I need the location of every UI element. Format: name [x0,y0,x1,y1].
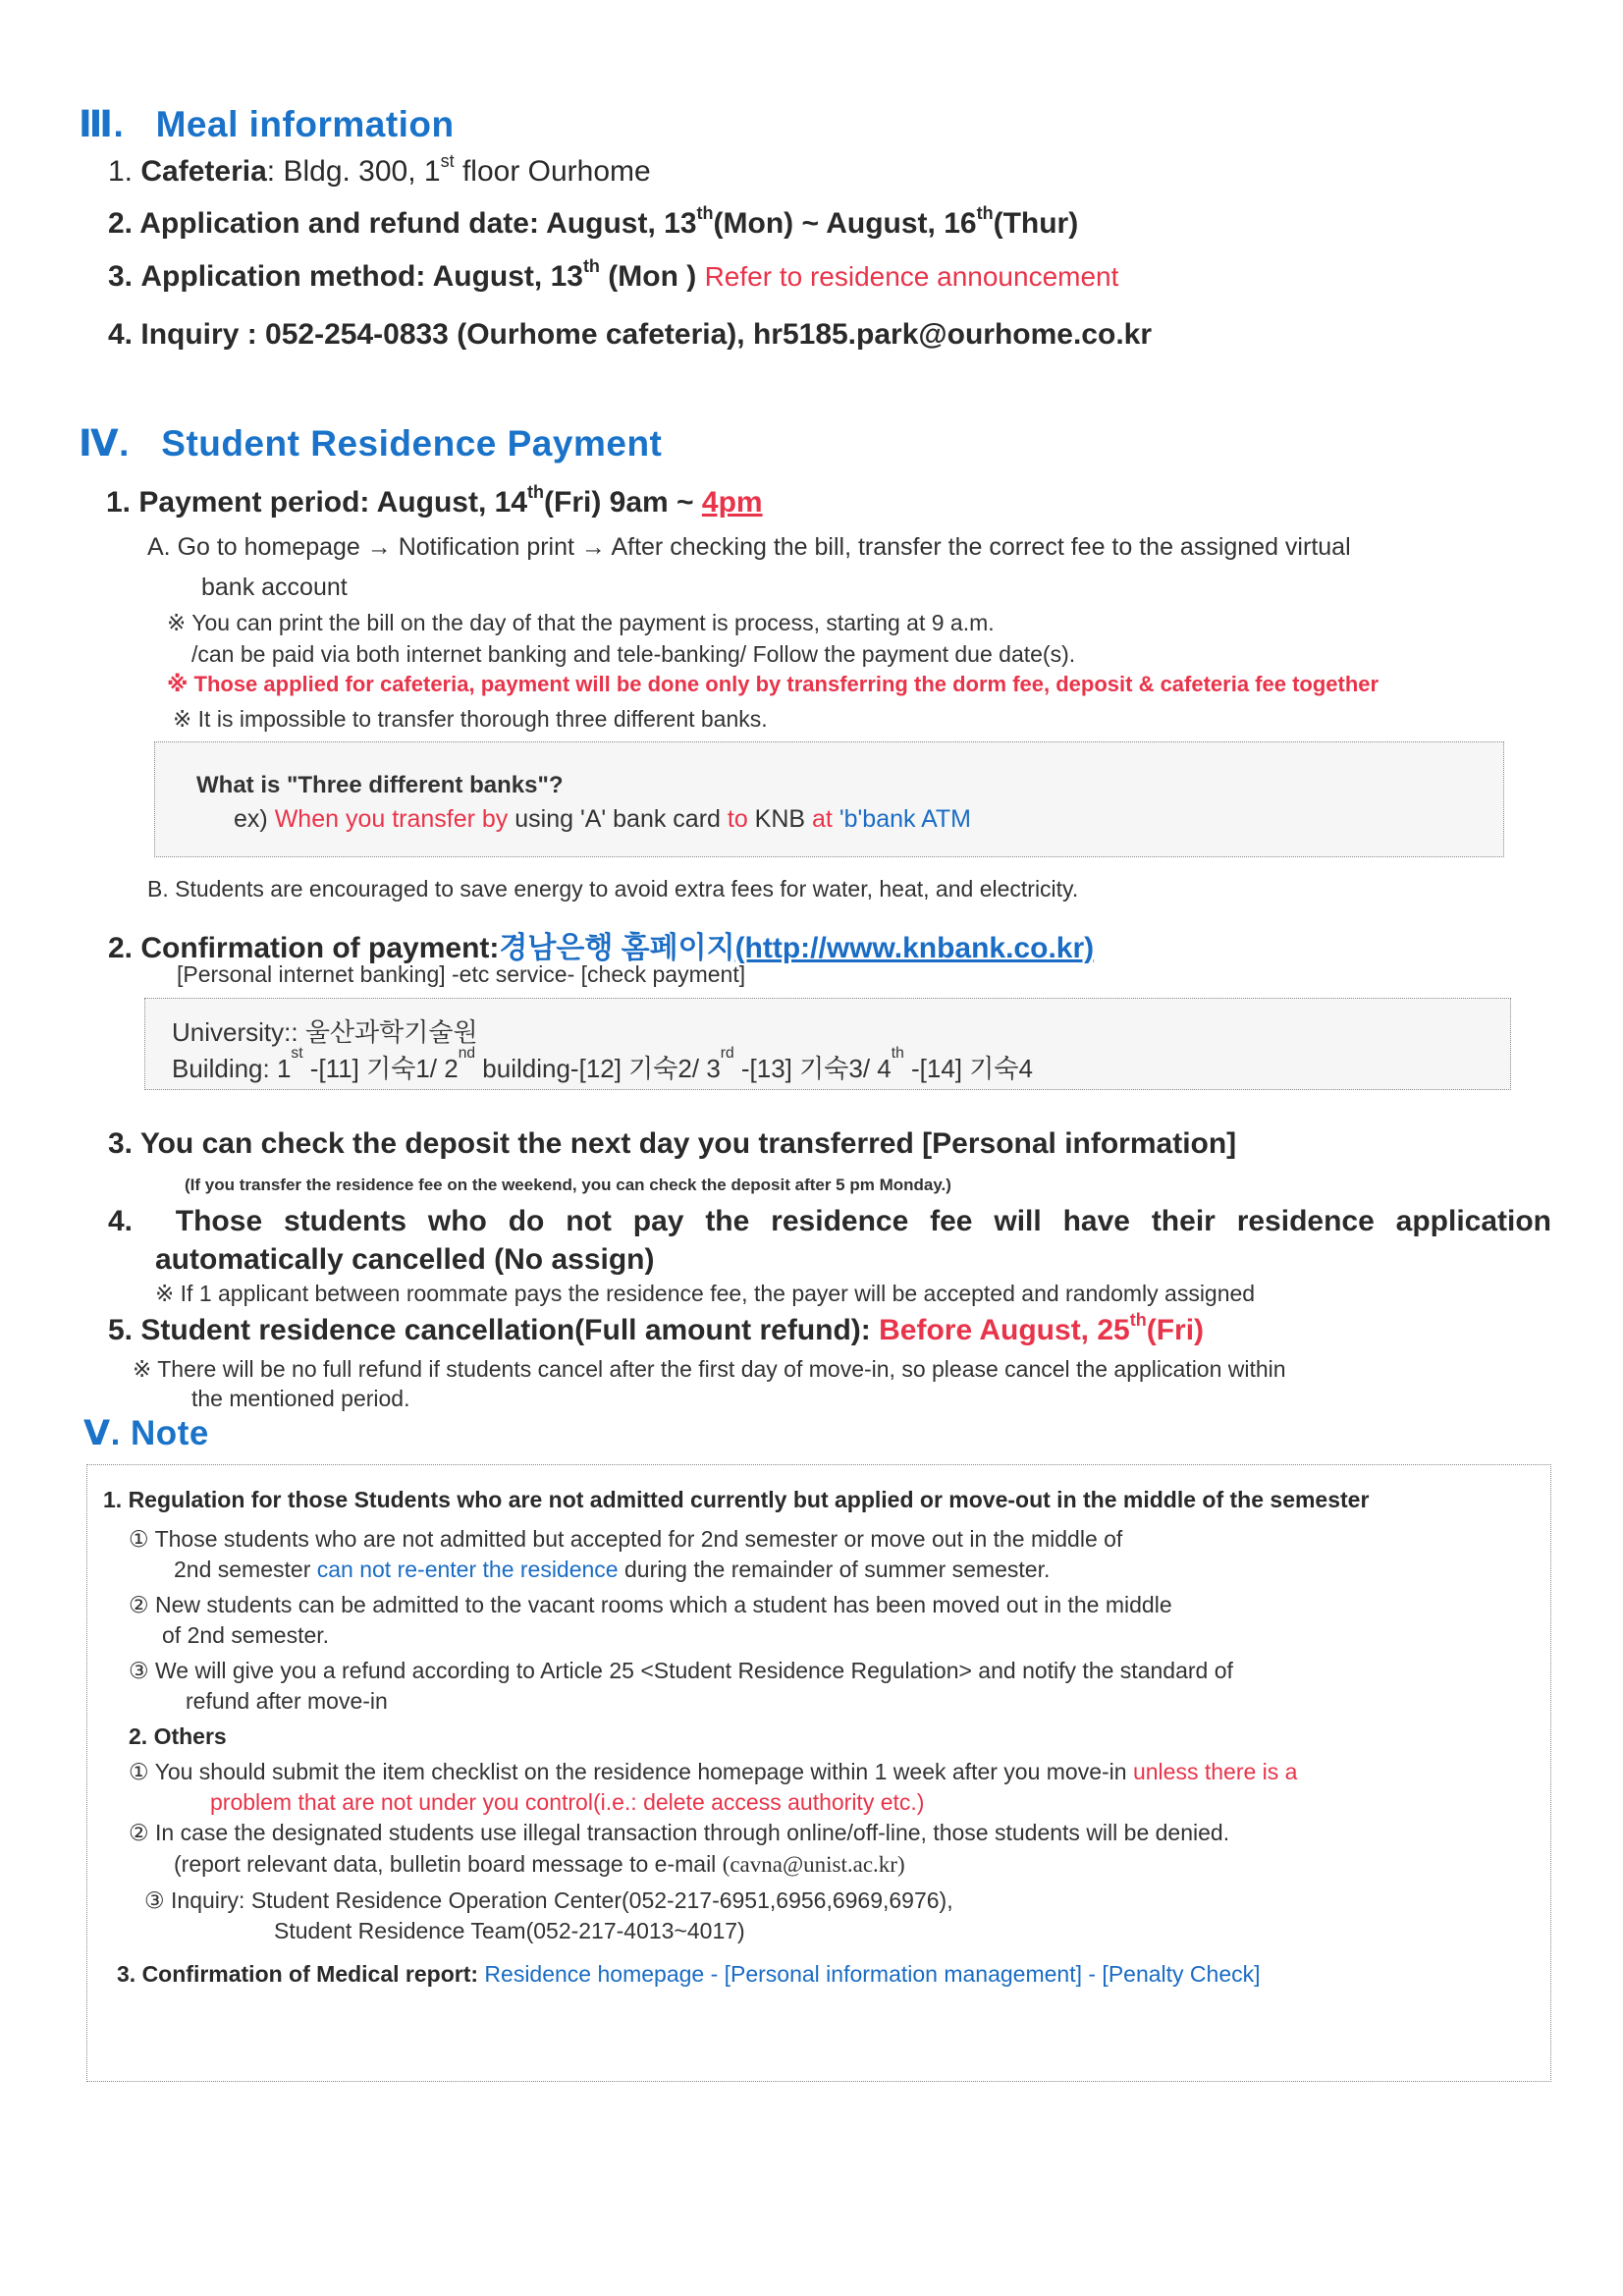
item-text: (Thur) [993,207,1079,240]
others-item-1-line1 [129,1759,1297,1785]
section-4-heading [79,422,662,465]
item-text: (Mon) ~ August, 16 [713,207,977,240]
regulation-item-2-line2: of 2nd semester. [162,1622,330,1648]
item-number: 2. [108,932,134,964]
example-text: 'b'bank ATM [832,805,971,833]
item-value: floor Ourhome [454,155,651,188]
superscript: th [1129,1310,1147,1330]
note-three-banks: ※ It is impossible to transfer thorough three different banks. [173,706,768,732]
section-3-title: Meal information [155,104,455,144]
superscript: st [440,151,455,171]
others-text: (report relevant data, bulletin board message to e-mail [174,1851,723,1877]
example-text: KNB [747,805,813,833]
example-text: When you transfer by [274,805,509,833]
item-number: 1. [108,155,134,188]
regulation-item-1-line1: ① Those students who are not admitted but accepted for 2nd semester or move out in the middle of [129,1526,1123,1552]
others-heading: 2. Others [129,1723,227,1749]
item-label: Those students who do not pay the residence fee will have their residence application [175,1205,1551,1237]
superscript: rd [720,1045,734,1062]
medical-report-path: Residence homepage - [Personal information management] - [Penalty Check] [484,1961,1261,1987]
superscript: th [582,256,600,276]
others-highlight: unless there is a [1132,1759,1298,1784]
note-payment-methods: /can be paid via both internet banking and tele-banking/ Follow the payment due date(s). [191,641,1076,667]
roommate-payment-note: ※ If 1 applicant between roommate pays the residence fee, the payer will be accepted and randomly assigned [155,1281,1256,1306]
university-value: 울산과학기술원 [304,1017,478,1047]
refund-deadline: Before August, 25 [879,1314,1130,1346]
item-label: Inquiry : 052-254-0833 (Ourhome cafeteria), hr5185.park@ourhome.co.kr [140,318,1153,351]
others-item-3-line1: ③ Inquiry: Student Residence Operation Center(052-217-6951,6956,6969,6976), [144,1887,953,1913]
meal-item-inquiry [108,318,1152,352]
no-full-refund-note-line2: the mentioned period. [191,1386,410,1411]
meal-item-cafeteria [108,151,651,189]
others-item-2-line2 [174,1851,905,1878]
no-full-refund-note-line1: ※ There will be no full refund if students cancel after the first day of move-in, so please cancel the application within [133,1356,1286,1382]
example-prefix: ex) [234,805,275,833]
example-text: using 'A' bank card [508,805,728,833]
item-number: 1. [106,486,132,519]
regulation-highlight: can not re-enter the residence [316,1557,619,1582]
section-5-title: Ⅴ. Note [83,1414,209,1452]
note-cafeteria-payment: ※ Those applied for cafeteria, payment will be done only by transferring the dorm fee, deposit & cafeteria fee together [167,672,1380,696]
regulation-item-3-line1: ③ We will give you a refund according to Article 25 <Student Residence Regulation> and notify the standard of [129,1658,1233,1683]
note-print-bill: ※ You can print the bill on the day of that the payment is process, starting at 9 a.m. [167,610,995,635]
item-label: Student residence cancellation(Full amount refund): [140,1314,880,1346]
bank-homepage-label: 경남은행 홈페이지 [499,932,735,964]
others-text: ① You should submit the item checklist on the residence homepage within 1 week after you move-in [129,1759,1133,1784]
refund-deadline: (Fri) [1146,1314,1205,1346]
item-number: 2. [108,207,134,240]
item-label: Application and refund date: August, 13 [139,207,697,240]
note-box [86,1464,1551,2082]
regulation-item-1-line2 [174,1557,1050,1583]
example-text: to [727,805,748,833]
item-number: 3. [108,260,134,293]
item-label: Application method: August, 13 [140,260,583,293]
weekend-deposit-note: (If you transfer the residence fee on the weekend, you can check the deposit after 5 pm Monday.) [185,1175,951,1194]
meal-item-application-date [108,203,1079,241]
cancellation-refund [108,1310,1205,1347]
item-number: 3. [108,1127,134,1160]
payment-end-time: 4pm [701,486,763,519]
announcement-note: Refer to residence announcement [704,261,1119,292]
regulation-text: 2nd semester [174,1557,317,1582]
regulation-item-2-line1: ② New students can be admitted to the vacant rooms which a student has been moved out in the middle [129,1592,1172,1617]
account-info-box [144,998,1511,1090]
item-number: 4. [108,1205,134,1237]
payment-period [106,482,763,519]
three-banks-box [154,741,1504,857]
item-sep: : [266,155,276,188]
non-payment-cancel-line1 [108,1205,1551,1238]
superscript: th [976,203,994,223]
superscript: th [527,482,544,502]
step-a-line2: bank account [201,574,348,601]
deposit-check [108,1127,1236,1161]
item-label: Cafeteria [140,155,267,188]
section-3-numeral: Ⅲ. [79,104,125,144]
three-banks-example [234,805,971,834]
others-item-2-line1: ② In case the designated students use illegal transaction through online/off-line, those students will be denied. [129,1820,1230,1845]
meal-item-application-method [108,256,1119,294]
section-4-title: Student Residence Payment [161,423,663,464]
regulation-item-3-line2: refund after move-in [186,1688,388,1714]
step-a-line1: A. Go to homepage → Notification print → After checking the bill, transfer the correct fee to the assigned virtual [147,533,1351,561]
example-text: at [812,805,833,833]
building-text: -[11] 기숙1/ 2 [302,1054,459,1083]
item-value: Bldg. 300, 1 [275,155,441,188]
building-line [172,1045,1033,1085]
building-text: Building: 1 [172,1054,292,1083]
superscript: th [696,203,714,223]
three-banks-question: What is "Three different banks"? [196,772,564,798]
others-item-3-line2: Student Residence Team(052-217-4013~4017) [274,1918,745,1943]
item-number: 5. [108,1314,134,1346]
building-text: -[14] 기숙4 [903,1054,1033,1083]
superscript: nd [458,1045,476,1062]
superscript: th [891,1045,904,1062]
item-label: Payment period: August, 14 [138,486,527,519]
item-label: Confirmation of payment: [140,932,500,964]
report-email[interactable]: (cavna@unist.ac.kr) [722,1852,905,1877]
step-b-energy: B. Students are encouraged to save energy to avoid extra fees for water, heat, and electricity. [147,876,1079,902]
others-item-1-line2: problem that are not under you control(i.e.: delete access authority etc.) [210,1789,925,1815]
section-4-numeral: Ⅳ. [79,423,130,464]
item-text: (Mon ) [599,260,697,293]
item-text: (Fri) 9am ~ [544,486,702,519]
medical-report-label: 3. Confirmation of Medical report: [117,1961,485,1987]
building-text: -[13] 기숙3/ 4 [733,1054,892,1083]
payment-check-path: [Personal internet banking] -etc service- [check payment] [177,961,746,987]
non-payment-cancel-line2: automatically cancelled (No assign) [155,1243,655,1276]
superscript: st [291,1045,303,1062]
regulation-text: during the remainder of summer semester. [618,1557,1051,1582]
medical-report-line [117,1961,1261,1988]
item-number: 4. [108,318,134,351]
section-3-heading [79,103,455,145]
building-text: building-[12] 기숙2/ 3 [475,1054,721,1083]
bank-homepage-link[interactable]: (http://www.knbank.co.kr) [734,932,1095,964]
university-label: University:: [172,1017,305,1047]
item-label: You can check the deposit the next day you transferred [Personal information] [139,1127,1237,1160]
confirmation-of-payment [108,923,1094,966]
university-line [172,1012,478,1049]
regulation-heading: 1. Regulation for those Students who are not admitted currently but applied or move-out in the middle of the semester [103,1487,1370,1512]
